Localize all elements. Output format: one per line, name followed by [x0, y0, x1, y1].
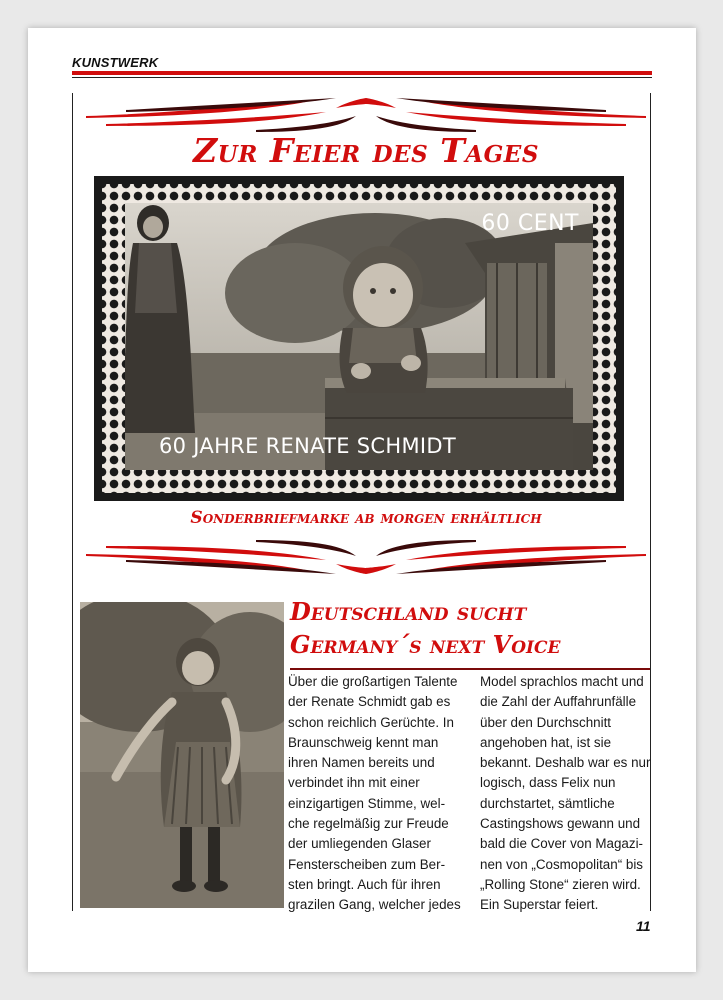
header-rule-red	[72, 71, 652, 75]
article-column-1: Über die großartigen Talente der Renate Schmidt gab es schon reichlich Gerüchte. In Braunschweig kennt man ihren Namen bereits und verbindet ihn mit einer einzigartigen Stimme, wel-che regelmäßig zur Freude der umliegenden Glaser Fensterscheiben zum Ber-sten bringt. Auch für ihren grazilen Gang, welcher jedes	[288, 674, 461, 913]
stamp-value: 60 CENT	[481, 211, 579, 236]
article-title-rule	[290, 668, 650, 670]
subheadline: Sonderbriefmarke ab morgen erhältlich	[190, 508, 542, 528]
vintage-photo-girl-walking	[80, 602, 284, 908]
article-column-2: Model sprachlos macht und die Zahl der Auffahrunfälle über den Durchschnitt angehoben hat, ist sie bekannt. Deshalb war es nur logisch, dass Felix nun durchstartet, sämtliche Castingshows gewann und bald die Cover von Magazi-nen von „Cosmopolitan“ bis „Rolling Stone“ zieren wird. Ein Superstar feiert.	[480, 674, 651, 913]
article-title	[290, 596, 650, 661]
article-title-line-2: Germany´s next Voice	[290, 629, 561, 659]
stamp-caption: 60 JAHRE RENATE SCHMIDT	[159, 434, 456, 458]
article-title-line-1: Deutschland sucht	[290, 597, 527, 626]
left-column-rule	[72, 93, 73, 911]
header-rule-dark	[72, 77, 652, 78]
article-photo	[80, 602, 284, 908]
magazine-page	[28, 28, 696, 972]
stamp-photo	[125, 203, 593, 470]
headline: Zur Feier des Tages	[193, 131, 539, 170]
top-ornament	[86, 96, 646, 136]
postage-stamp	[94, 176, 624, 501]
section-label: KUNSTWERK	[72, 55, 159, 70]
page-number: 11	[636, 918, 651, 934]
bottom-ornament	[86, 536, 646, 576]
vintage-photo-child-with-woman	[125, 203, 593, 470]
